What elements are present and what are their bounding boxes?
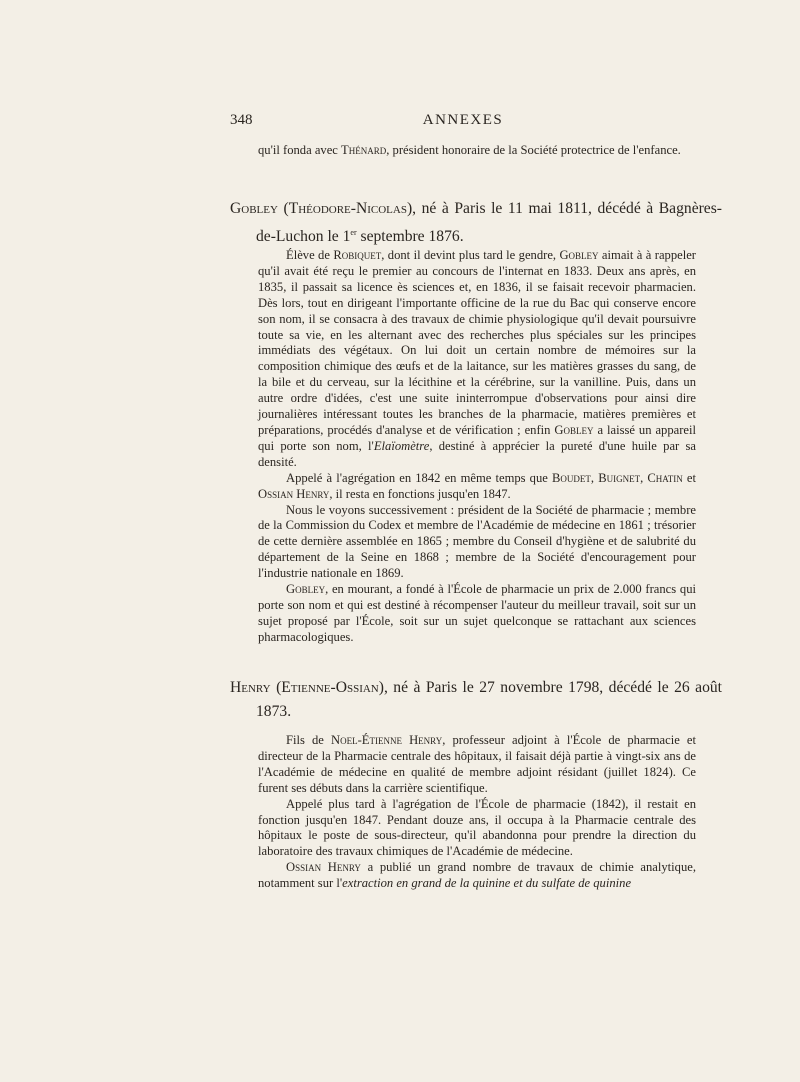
running-title: ANNEXES [422,112,504,128]
continuation-paragraph [258,143,696,159]
henry-paragraph-2: Appelé plus tard à l'agrégation de l'École de pharmacie (1842), il restait en fonction jusqu'en 1847. Pendant douze ans, il occupa à la Pharmacie centrale des hôpitaux le poste de sous-directeur, qu'il abandonna pour prendre la direction du laboratoire des travaux chimiques de l'Académie de médecine. [258,796,696,859]
gobley-paragraph-3: Nous le voyons successivement : président de la Société de pharmacie ; membre de la Commission du Codex et membre de l'Académie de médecine en 1861 ; trésorier de cette dernière assemblée en 1865 ; membre du Conseil d'hygiène et de salubrité du département de la Seine en 1868 ; membre de la Société d'encouragement pour l'industrie nationale en 1869. [258,502,696,581]
entry-surname: Gobley [230,200,278,217]
entry-surname: Henry [230,679,271,696]
gobley-paragraph-2: Appelé à l'agrégation en 1842 en même temps que Boudet, Buignet, Chatin et Ossian Henry, il resta en fonctions jusqu'en 1847. [258,470,696,501]
gobley-paragraph-1: Élève de Robiquet, dont il devint plus tard le gendre, Gobley aimait à à rappeler qu'il avait été reçu le premier au concours de l'internat en 1833. Deux ans après, en 1835, il passait sa licence ès sciences et, en 1836, il se faisait recevoir pharmacien. Dès lors, tout en dirigeant l'importante officine de la rue du Bac qui conserve encore son nom, il se consacra à des travaux de chimie physiologique qu'il devait poursuivre toute sa vie, en les alternant avec des recherches plus spéciales sur les principes immédiats des végétaux. On lui doit un certain nombre de mémoires sur la composition chimique des œufs et de la laitance, sur les matières grasses du sang, de la bile et du cerveau, sur la lécithine et la cérébrine, sur la vanilline. Puis, dans un autre ordre d'idées, c'est une suite ininterrompue d'observations pour ainsi dire journalières intéressant toutes les branches de la pharmacie, matières premières et préparations, procédés d'analyse et de vérification ; enfin Gobley a laissé un appareil qui porte son nom, l'Elaïomètre, destiné à apprécier la pureté d'une huile par sa densité. [258,248,697,469]
entry-title-henry: Henry (Etienne-Ossian), né à Paris le 27 novembre 1798, décédé le 26 août 1873. [230,679,722,720]
continuation-text: qu'il fonda avec Thénard, président honoraire de la Société protectrice de l'enfance. [258,143,681,157]
entry-given-names: Théodore-Nicolas [288,200,407,217]
entry-body-henry [258,733,696,892]
entry-title-gobley: Gobley (Théodore-Nicolas), né à Paris le 11 mai 1811, décédé à Bagnères-de-Luchon le 1er septembre 1876. [230,200,722,246]
person-name: Thénard [341,143,387,157]
page-header [230,112,696,132]
entry-given-names: Etienne-Ossian [281,679,379,696]
page-number: 348 [230,112,253,128]
henry-paragraph-3: Ossian Henry a publié un grand nombre de travaux de chimie analytique, notamment sur l'extraction en grand de la quinine et du sulfate de quinine [258,860,696,891]
gobley-paragraph-4: Gobley, en mourant, a fondé à l'École de pharmacie un prix de 2.000 francs qui porte son nom et qui est destiné à récompenser l'auteur du meilleur travail, soit sur un sujet proposé par l'École, soit sur un sujet quelconque se rattachant aux sciences pharmacologiques. [258,582,696,644]
henry-paragraph-1: Fils de Noel-Étienne Henry, professeur adjoint à l'École de pharmacie et directeur de la Pharmacie centrale des hôpitaux, il faisait déjà partie à vingt-six ans de l'Académie de médecine en qualité de membre adjoint résidant (juillet 1824). Ce furent ses débuts dans la carrière scientifique. [258,733,697,795]
entry-body-gobley [258,248,696,646]
